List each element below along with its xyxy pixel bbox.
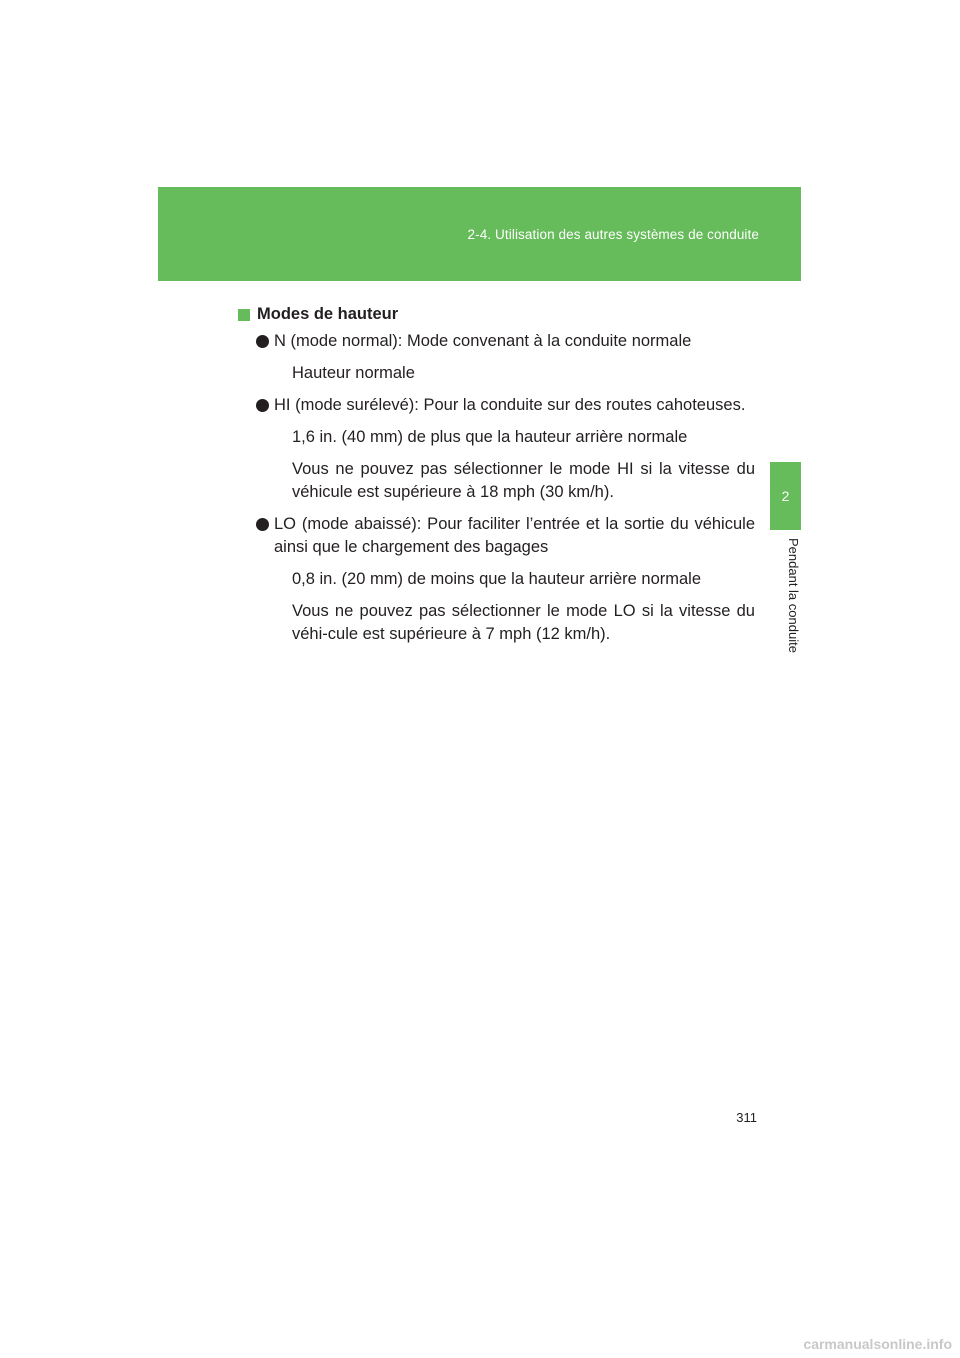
round-bullet-icon bbox=[256, 399, 269, 412]
section-heading bbox=[238, 303, 755, 326]
item-detail: Vous ne pouvez pas sélectionner le mode HI si la vitesse du véhicule est supérieure à 18 mph (30 km/h). bbox=[292, 460, 755, 501]
page-content bbox=[238, 303, 755, 646]
chapter-tab bbox=[770, 462, 801, 530]
item-detail: 0,8 in. (20 mm) de moins que la hauteur arrière normale bbox=[292, 570, 702, 588]
item-text: N (mode normal): Mode convenant à la conduite normale bbox=[274, 332, 692, 350]
item-detail: Hauteur normale bbox=[292, 364, 415, 382]
section-title: 2-4. Utilisation des autres systèmes de conduite bbox=[467, 227, 759, 242]
item-text: HI (mode surélevé): Pour la conduite sur des routes cahoteuses. bbox=[274, 396, 746, 414]
item-detail: Vous ne pouvez pas sélectionner le mode LO si la vitesse du véhi-cule est supérieure à 7 mph (12 km/h). bbox=[292, 602, 755, 643]
item-text: LO (mode abaissé): Pour faciliter l’entrée et la sortie du véhicule ainsi que le chargement des bagages bbox=[274, 515, 755, 556]
list-item bbox=[256, 330, 755, 385]
round-bullet-icon bbox=[256, 335, 269, 348]
watermark[interactable]: carmanualsonline.info bbox=[803, 1336, 952, 1352]
list-item bbox=[256, 513, 755, 646]
heading-text: Modes de hauteur bbox=[257, 305, 399, 323]
round-bullet-icon bbox=[256, 518, 269, 531]
item-detail: 1,6 in. (40 mm) de plus que la hauteur arrière normale bbox=[292, 428, 688, 446]
chapter-number: 2 bbox=[781, 488, 790, 504]
page-number: 311 bbox=[736, 1110, 757, 1125]
square-bullet-icon bbox=[238, 309, 250, 321]
chapter-label: Pendant la conduite bbox=[786, 538, 801, 653]
list-item bbox=[256, 394, 755, 504]
header-band bbox=[158, 187, 801, 281]
